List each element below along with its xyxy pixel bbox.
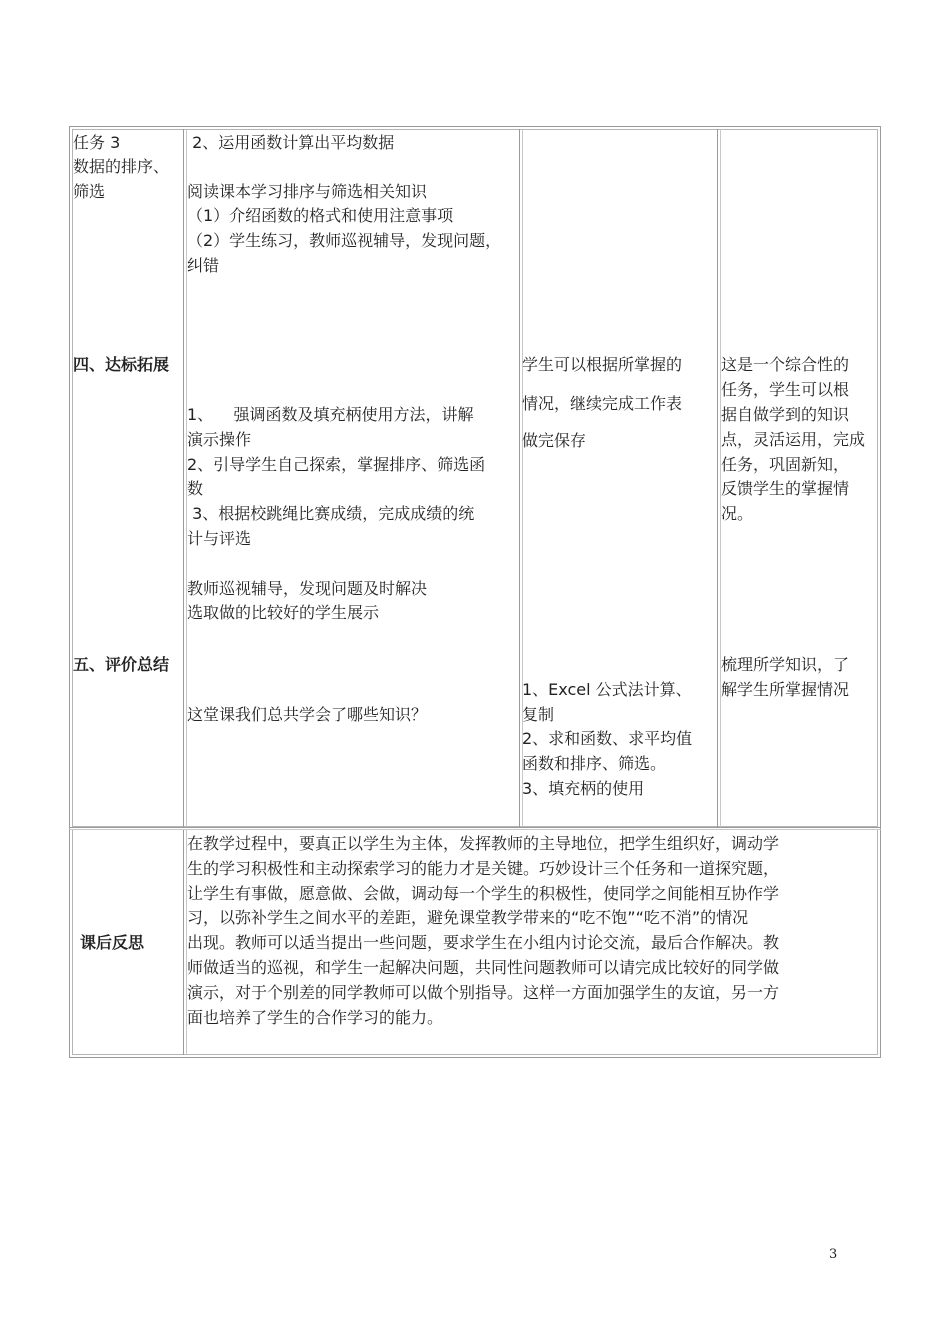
extend-intent-line: 反馈学生的掌握情 <box>721 479 850 498</box>
reflection-line: 面也培养了学生的合作学习的能力。 <box>187 1008 444 1027</box>
task3-label-line: 筛选 <box>73 182 106 201</box>
summary-section-label: 五、评价总结 <box>73 655 170 674</box>
reflection-line: 出现。教师可以适当提出一些问题，要求学生在小组内讨论交流，最后合作解决。教 <box>187 933 780 952</box>
summary-student-line: 3、填充柄的使用 <box>522 779 645 798</box>
extend-student-line: 情况，继续完成工作表 <box>522 394 683 413</box>
reflection-line: 演示，对于个别差的同学教师可以做个别指导。这样一方面加强学生的友谊，另一方 <box>187 983 780 1002</box>
summary-content-line: 这堂课我们总共学会了哪些知识？ <box>187 705 428 724</box>
extend-intent-line: 任务，学生可以根 <box>721 380 850 399</box>
extend-intent-line: 点，灵活运用，完成 <box>721 430 866 449</box>
extend-content-line: 2、引导学生自己探索，掌握排序、筛选函 <box>187 455 486 474</box>
extend-intent-line: 这是一个综合性的 <box>721 355 850 374</box>
row-divider <box>69 827 881 828</box>
extend-content-line: 选取做的比较好的学生展示 <box>187 603 380 622</box>
reflection-line: 师做适当的巡视，和学生一起解决问题，共同性问题教师可以请完成比较好的同学做 <box>187 958 780 977</box>
reflection-line: 生的学习积极性和主动探索学习的能力才是关键。巧妙设计三个任务和一道探究题， <box>187 859 780 878</box>
extend-student-line: 学生可以根据所掌握的 <box>522 355 683 374</box>
extend-intent-line: 据自做学到的知识 <box>721 405 850 424</box>
extend-content-line: 教师巡视辅导，发现问题及时解决 <box>187 579 428 598</box>
task3-content-line: （2）学生练习，教师巡视辅导，发现问题， <box>187 231 502 250</box>
summary-student-line: 1、Excel 公式法计算、 <box>522 680 692 699</box>
extend-content-line: 演示操作 <box>187 430 252 449</box>
task3-label-line: 数据的排序、 <box>73 157 170 176</box>
extend-section-label: 四、达标拓展 <box>73 355 170 374</box>
summary-intent-line: 梳理所学知识，了 <box>721 655 850 674</box>
task3-label-line: 任务 3 <box>73 133 121 152</box>
column-divider <box>183 829 184 1055</box>
extend-content-line: 3、根据校跳绳比赛成绩，完成成绩的统 <box>187 504 475 523</box>
task3-content-line: （1）介绍函数的格式和使用注意事项 <box>187 206 454 225</box>
summary-student-line: 复制 <box>522 705 555 724</box>
summary-intent-line: 解学生所掌握情况 <box>721 680 850 699</box>
task3-content-line: 纠错 <box>187 256 220 275</box>
extend-intent-line: 况。 <box>721 504 754 523</box>
column-divider <box>717 129 718 827</box>
reflection-line: 习，以弥补学生之间水平的差距，避免课堂教学带来的“吃不饱”“吃不消”的情况 <box>187 908 749 927</box>
reflection-line: 让学生有事做，愿意做、会做，调动每一个学生的积极性，使同学之间能相互协作学 <box>187 884 780 903</box>
task3-content-line: 2、运用函数计算出平均数据 <box>187 133 395 152</box>
extend-content-line: 计与评选 <box>187 529 252 548</box>
reflection-line: 在教学过程中，要真正以学生为主体，发挥教师的主导地位，把学生组织好，调动学 <box>187 834 780 853</box>
extend-content-line: 数 <box>187 479 204 498</box>
task3-content-line: 阅读课本学习排序与筛选相关知识 <box>187 182 428 201</box>
extend-content-line: 1、 强调函数及填充柄使用方法，讲解 <box>187 405 474 424</box>
row-divider <box>69 829 881 830</box>
extend-student-line: 做完保存 <box>522 431 587 450</box>
column-divider <box>183 129 184 827</box>
extend-intent-line: 任务，巩固新知， <box>721 455 850 474</box>
summary-student-line: 2、求和函数、求平均值 <box>522 729 693 748</box>
summary-student-line: 函数和排序、筛选。 <box>522 754 667 773</box>
reflection-label: 课后反思 <box>80 933 145 952</box>
page-number: 3 <box>829 1247 838 1262</box>
column-divider <box>519 129 520 827</box>
